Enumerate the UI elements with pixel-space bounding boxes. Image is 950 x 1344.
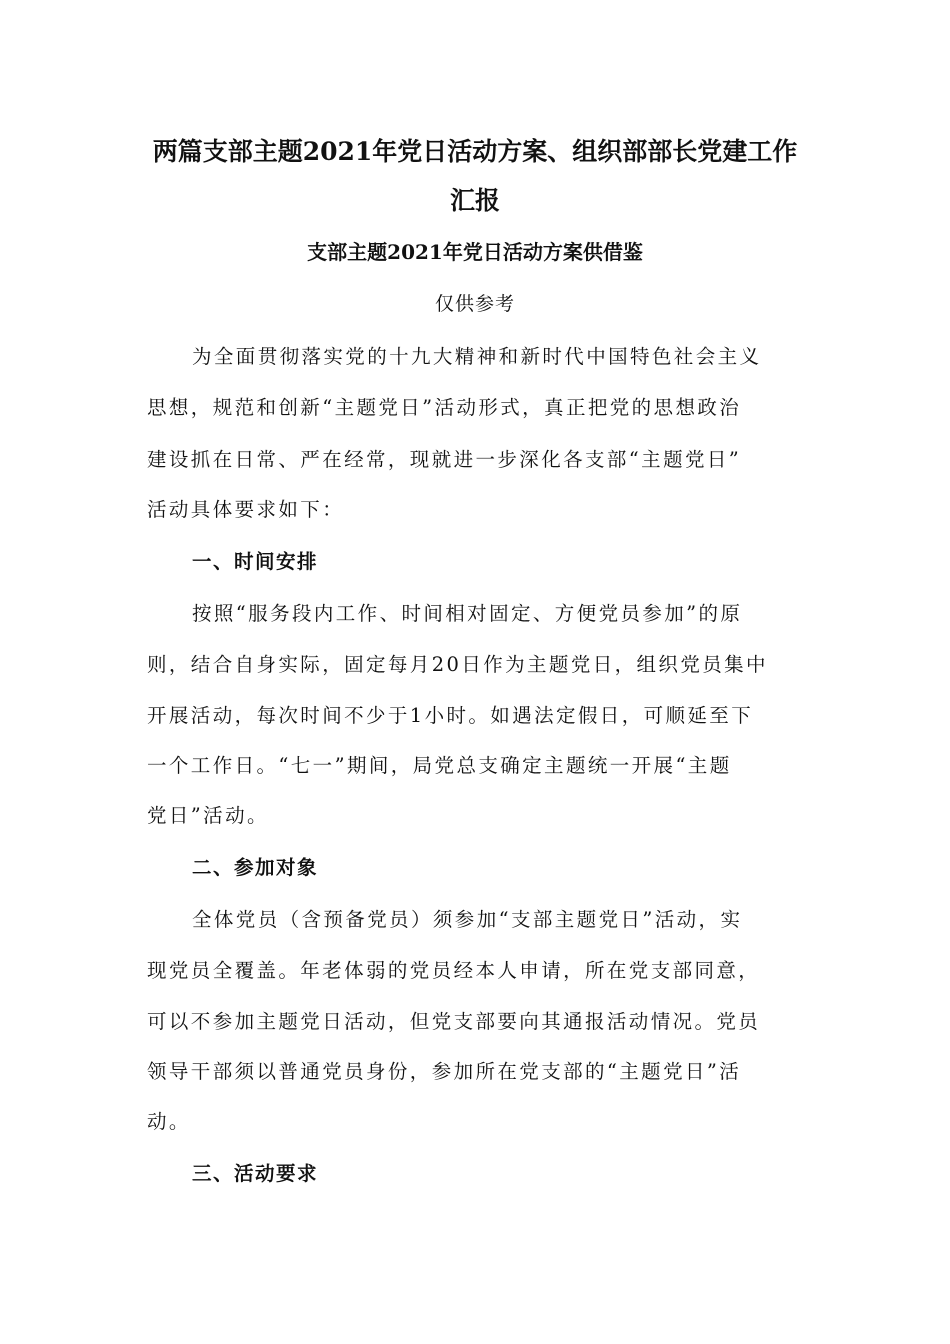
reference-note: 仅供参考 [434,293,515,315]
document-title-line-2: 汇报 [449,186,500,215]
section-heading-time: 一、时间安排 [192,550,319,573]
section2-line-2: 现党员全覆盖。年老体弱的党员经本人申请，所在党支部同意， [147,959,761,982]
section2-line-4: 领导干部须以普通党员身份，参加所在党支部的“主题党日”活 [147,1060,742,1083]
section2-line-5: 动。 [147,1110,191,1133]
section1-line-1: 按照“服务段内工作、时间相对固定、方便党员参加”的原 [192,602,743,625]
document-subtitle: 支部主题2021年党日活动方案供借鉴 [307,240,643,264]
section2-line-1: 全体党员（含预备党员）须参加“支部主题党日”活动，实 [192,908,743,931]
document-title-line-1: 两篇支部主题2021年党日活动方案、组织部部长党建工作 [152,137,798,166]
section1-line-2: 则，结合自身实际，固定每月20日作为主题党日，组织党员集中 [147,653,768,676]
section1-line-5: 党日”活动。 [147,804,269,827]
intro-line-1: 为全面贯彻落实党的十九大精神和新时代中国特色社会主义 [192,345,762,368]
section1-line-3: 开展活动，每次时间不少于1小时。如遇法定假日，可顺延至下 [147,704,754,727]
intro-line-3: 建设抓在日常、严在经常，现就进一步深化各支部“主题党日” [147,448,742,471]
intro-line-4: 活动具体要求如下： [147,498,345,521]
section1-line-4: 一个工作日。“七一”期间，局党总支确定主题统一开展“主题 [147,754,732,777]
intro-line-2: 思想，规范和创新“主题党日”活动形式，真正把党的思想政治 [147,396,742,419]
section-heading-requirements: 三、活动要求 [192,1162,319,1185]
section-heading-participants: 二、参加对象 [192,856,319,879]
section2-line-3: 可以不参加主题党日活动，但党支部要向其通报活动情况。党员 [147,1010,761,1033]
